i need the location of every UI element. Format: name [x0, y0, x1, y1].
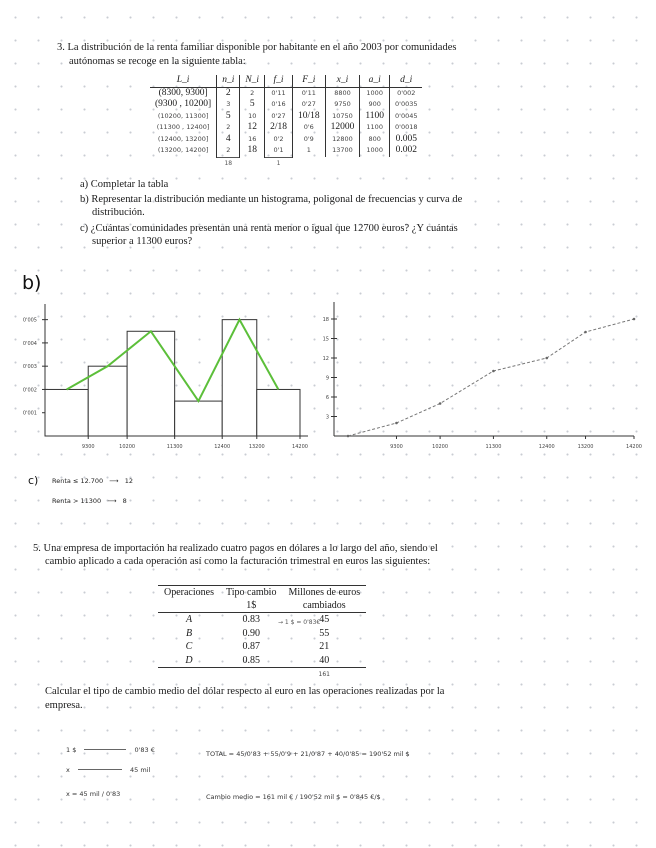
- cell-fi: 0'2: [265, 134, 293, 146]
- curve-point: [633, 318, 636, 321]
- cell-tipo-value: 0.83: [242, 614, 260, 625]
- header-di: d_i: [390, 75, 423, 87]
- table-row: [158, 627, 366, 641]
- histogram-bar: [257, 389, 300, 436]
- cumulative-curve: [348, 319, 634, 436]
- cell-xi: 10750: [325, 111, 360, 123]
- total-calculation: TOTAL = 45/0'83 + 55/0'9 + 21/0'87 + 40/0'85 = 190'52 mil $: [206, 750, 410, 758]
- cell-di: 0.005: [390, 134, 423, 146]
- formula-x: x = 45 mil / 0'83: [66, 790, 121, 798]
- y-tick-label: 0'005: [22, 317, 37, 324]
- table-row: [158, 654, 366, 668]
- table-row: [158, 640, 366, 654]
- curve-point: [347, 435, 350, 438]
- y-tick-label: 0'001: [22, 410, 37, 417]
- histogram-bar: [45, 389, 88, 436]
- cell-Fi: 0'11: [292, 87, 325, 99]
- x-tick-label: 13200: [248, 444, 265, 450]
- cell-Fi: 0'27: [292, 99, 325, 111]
- cell-Ni: 18: [240, 145, 265, 157]
- item-b-cont: distribución.: [92, 207, 145, 218]
- header-tipo-cambio-unit: 1$: [220, 599, 282, 613]
- table-row: [150, 134, 422, 146]
- cell-di: 0'0035: [390, 99, 423, 111]
- cell-ni: 3: [217, 99, 240, 111]
- header-millones: Millones de euros: [282, 586, 366, 600]
- cell-xi: 12000: [325, 122, 360, 134]
- y-tick-label: 3: [325, 414, 329, 421]
- cell-di: 0.002: [390, 145, 423, 157]
- totals-spacer: [360, 157, 390, 169]
- totals-spacer: [150, 157, 217, 169]
- exchange-header-row2: [158, 599, 366, 613]
- header-ni: n_i: [217, 75, 240, 87]
- problem5-statement: 5. Una empresa de importación ha realizado cuatro pagos en dólares a lo largo del año, siendo el: [33, 543, 438, 554]
- table-totals-row: [150, 157, 422, 169]
- y-tick-label: 0'004: [22, 340, 37, 347]
- cell-ai: 1000: [360, 87, 390, 99]
- cell-ai: 1100: [360, 122, 390, 134]
- item-b: b) Representar la distribución mediante un histograma, poligonal de frecuencias y curva de: [80, 194, 463, 205]
- histogram-bar: [175, 401, 223, 436]
- part-c-line1-value: 12: [124, 477, 133, 485]
- cell-di: 0'002: [390, 87, 423, 99]
- exchange-table: [158, 585, 366, 682]
- table-row: [158, 613, 366, 627]
- curve-point: [439, 402, 442, 405]
- part-c-label: c): [28, 474, 39, 487]
- x-tick-label: 9300: [390, 444, 403, 450]
- header-empty: [158, 599, 220, 613]
- cell-interval: (9300 , 10200]: [155, 99, 212, 109]
- header-tipo-cambio: Tipo cambio: [220, 586, 282, 600]
- cell-Fi: 10/18: [292, 111, 325, 123]
- table-total-row: [158, 668, 366, 682]
- x-tick-label: 9300: [81, 444, 95, 450]
- rule-dash: [84, 749, 126, 750]
- cell-millones: 21: [319, 641, 330, 652]
- cell-tipo: 0.90: [242, 627, 260, 639]
- histogram-bar: [127, 331, 175, 436]
- arrow-icon: ⟶: [107, 497, 117, 505]
- x-tick-label: 12400: [538, 444, 555, 450]
- cell-xi: 13700: [325, 145, 360, 157]
- header-fi: f_i: [265, 75, 293, 87]
- header-xi: x_i: [325, 75, 360, 87]
- cell-op: B: [185, 627, 193, 639]
- part-c-line2-value: 8: [122, 497, 127, 505]
- cell-Fi: 0'9: [292, 134, 325, 146]
- x-tick-label: 11300: [166, 444, 183, 450]
- total-n: 18: [217, 157, 240, 169]
- cell-op: D: [185, 654, 193, 666]
- part-c-line2-text: Renta > 11300: [52, 497, 102, 505]
- histogram-bar: [88, 366, 127, 436]
- histogram-chart: [0, 296, 320, 456]
- x-tick-label: 14200: [292, 444, 308, 450]
- problem5-question: Calcular el tipo de cambio medio del dólar respecto al euro en las operaciones realizadas por la: [45, 686, 445, 697]
- totals-spacer: [325, 157, 360, 169]
- cell-xi: 12800: [325, 134, 360, 146]
- rule-dash: [78, 769, 122, 770]
- rule-line-2: [66, 766, 155, 774]
- table-row: [150, 145, 422, 157]
- part-b-label: b): [22, 272, 42, 294]
- cell-millones: 40: [319, 654, 330, 666]
- item-c: c) ¿Cuántas comunidades presentan una renta menor o igual que 12700 euros? ¿Y cuántas: [80, 223, 458, 234]
- cell-fi: 0'1: [265, 145, 293, 157]
- cell-ni: 2: [217, 122, 240, 134]
- rule-right-1: 0'83 €: [134, 746, 155, 754]
- cell-interval: (13200, 14200]: [157, 146, 209, 155]
- header-li: L_i: [150, 75, 217, 87]
- rule-right-2: 45 mil: [130, 766, 151, 774]
- cell-interval: (11300 , 12400]: [156, 123, 210, 131]
- header-ai: a_i: [360, 75, 390, 87]
- cell-ai: 800: [360, 134, 390, 146]
- cell-millones: 55: [319, 627, 330, 639]
- header-Fi: F_i: [292, 75, 325, 87]
- total-millones: 161: [282, 668, 366, 682]
- rule-of-three: [66, 746, 155, 774]
- part-c-line1: [52, 477, 133, 485]
- y-tick-label: 0'002: [22, 387, 37, 394]
- cumulative-chart: [318, 296, 656, 456]
- x-tick-label: 14200: [626, 444, 642, 450]
- x-tick-label: 10200: [119, 444, 136, 450]
- cell-interval: (12400, 13200]: [157, 134, 209, 143]
- histogram-bar: [222, 320, 257, 436]
- rule-line-1: [66, 746, 155, 766]
- cell-op: A: [185, 614, 193, 625]
- cell-xi: 9750: [325, 99, 360, 111]
- x-tick-label: 10200: [432, 444, 449, 450]
- cell-ni: 2: [217, 145, 240, 157]
- cell-interval: (8300, 9300]: [158, 87, 208, 98]
- cell-fi: 0'27: [265, 111, 293, 123]
- curve-point: [395, 422, 398, 425]
- cell-ni: 4: [217, 134, 240, 146]
- cell-Ni: 12: [240, 122, 265, 134]
- y-tick-label: 9: [325, 375, 329, 382]
- item-c-cont: superior a 11300 euros?: [92, 236, 193, 247]
- cell-tipo: 0.85: [242, 654, 260, 666]
- cell-Ni: 16: [240, 134, 265, 146]
- cell-di: 0'0018: [390, 122, 423, 134]
- problem5-question-cont: empresa.: [45, 700, 83, 711]
- x-tick-label: 11300: [485, 444, 502, 450]
- totals-spacer: [292, 157, 325, 169]
- header-operaciones: Operaciones: [158, 586, 220, 600]
- y-tick-label: 6: [325, 395, 329, 401]
- cell-Ni: 2: [240, 87, 265, 99]
- exchange-header-row: [158, 586, 366, 600]
- table-row: [150, 111, 422, 123]
- y-tick-label: 18: [322, 317, 329, 323]
- cell-fi: 0'11: [265, 87, 293, 99]
- cell-di: 0'0045: [390, 111, 423, 123]
- cell-Ni: 10: [240, 111, 265, 123]
- cell-interval: (10200, 11300]: [157, 111, 209, 120]
- header-Ni: N_i: [240, 75, 265, 87]
- cell-ai: 1100: [360, 111, 390, 123]
- total-spacer: [220, 668, 282, 682]
- table-row: [150, 99, 422, 111]
- distribution-table: [150, 75, 422, 169]
- x-tick-label: 13200: [577, 444, 594, 450]
- y-tick-label: 12: [322, 356, 329, 362]
- curve-point: [492, 370, 495, 373]
- cell-Fi: 1: [292, 145, 325, 157]
- cell-ni: 2: [217, 87, 240, 99]
- cell-tipo: 0.87: [242, 641, 260, 652]
- cell-xi: 8800: [325, 87, 360, 99]
- totals-spacer: [240, 157, 265, 169]
- problem3-statement: 3. La distribución de la renta familiar disponible por habitante en el año 2003 por comunidades: [57, 42, 457, 53]
- totals-spacer: [390, 157, 423, 169]
- table-header-row: [150, 75, 422, 87]
- cambio-medio: Cambio medio = 161 mil € / 190'52 mil $ = 0'845 €/$: [206, 793, 381, 801]
- y-tick-label: 15: [322, 336, 329, 343]
- cell-Ni: 5: [240, 99, 265, 111]
- arrow-icon: ⟶: [109, 477, 119, 485]
- part-c-line2: [52, 497, 127, 505]
- rule-left-1: 1 $: [66, 746, 77, 754]
- handwritten-note: → 1 $ = 0'83€: [277, 619, 321, 626]
- cell-Fi: 0'6: [292, 122, 325, 134]
- problem5-statement-cont: cambio aplicado a cada operación así como la facturación trimestral en euros las siguientes:: [45, 556, 431, 567]
- cell-op: C: [185, 641, 193, 652]
- y-tick-label: 0'003: [22, 364, 37, 371]
- cell-ai: 1000: [360, 145, 390, 157]
- cell-tipo: [220, 613, 321, 627]
- total-spacer: [158, 668, 220, 682]
- header-millones-cont: cambiados: [282, 599, 366, 613]
- table-row: [150, 122, 422, 134]
- cell-fi: 2/18: [265, 122, 293, 134]
- rule-left-2: x: [66, 766, 70, 774]
- cell-ni: 5: [217, 111, 240, 123]
- part-c-line1-text: Renta ≤ 12.700: [52, 477, 104, 485]
- problem3-statement-cont: autónomas se recoge en la siguiente tabla:: [69, 56, 246, 67]
- cell-millones: 45: [319, 614, 330, 625]
- total-f: 1: [265, 157, 293, 169]
- cell-fi: 0'16: [265, 99, 293, 111]
- curve-point: [584, 331, 587, 334]
- curve-point: [545, 357, 548, 360]
- item-a: a) Completar la tabla: [80, 179, 169, 190]
- x-tick-label: 12400: [214, 444, 231, 450]
- table-row: [150, 87, 422, 99]
- cell-ai: 900: [360, 99, 390, 111]
